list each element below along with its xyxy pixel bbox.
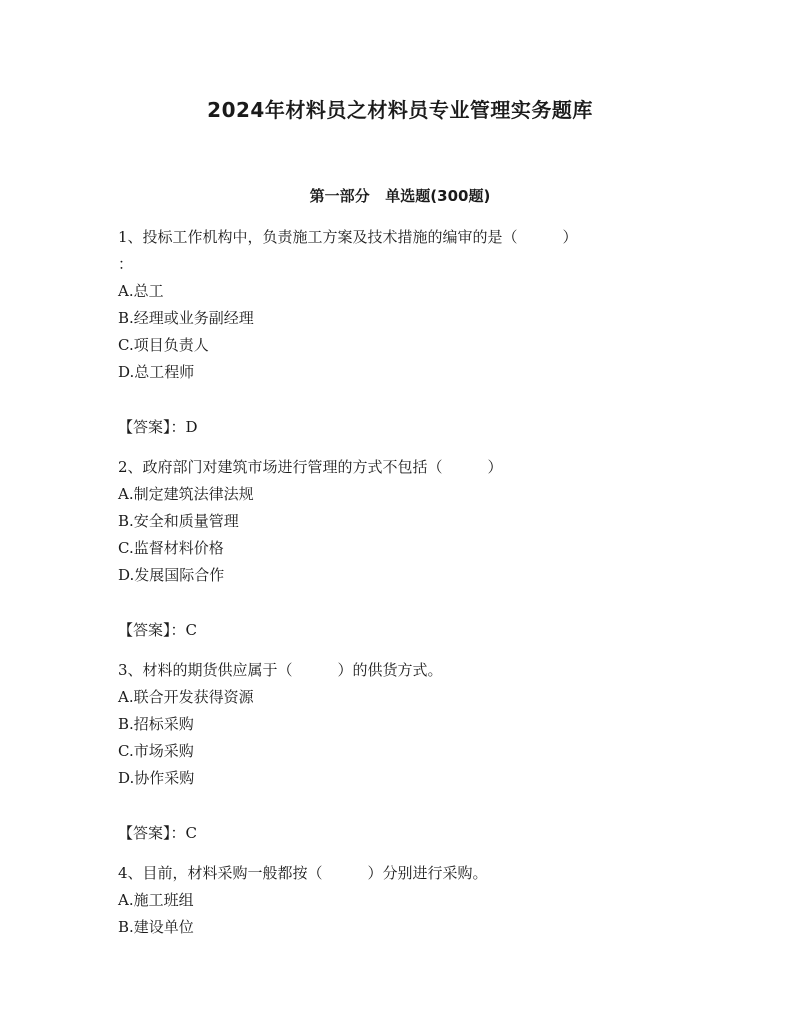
answer-value: D	[185, 418, 198, 436]
document-title: 2024年材料员之材料员专业管理实务题库	[207, 98, 593, 122]
question-3-option-c: C.市场采购	[118, 742, 194, 760]
answer-label: 【答案】：	[118, 621, 186, 639]
answer-value: C	[185, 621, 197, 639]
question-1-stem-continuation: ：	[118, 255, 134, 273]
answer-value: C	[185, 824, 197, 842]
answer-label: 【答案】：	[118, 824, 186, 842]
question-2-option-b: B.安全和质量管理	[118, 512, 239, 530]
section-title: 第一部分 单选题(300题)	[309, 187, 491, 205]
question-1-option-b: B.经理或业务副经理	[118, 309, 254, 327]
question-3-option-d: D.协作采购	[118, 769, 195, 787]
question-3-stem: 3、材料的期货供应属于（ ）的供货方式。	[118, 661, 443, 679]
question-1-option-d: D.总工程师	[118, 363, 195, 381]
question-2-option-c: C.监督材料价格	[118, 539, 224, 557]
question-1-option-a: A.总工	[118, 282, 164, 300]
question-3-answer	[118, 823, 197, 843]
question-3-option-a: A.联合开发获得资源	[118, 688, 254, 706]
question-3-option-b: B.招标采购	[118, 715, 194, 733]
answer-label: 【答案】：	[118, 418, 186, 436]
question-1-answer	[118, 417, 198, 437]
question-4-stem: 4、目前，材料采购一般都按（ ）分别进行采购。	[118, 864, 488, 882]
question-2-option-a: A.制定建筑法律法规	[118, 485, 254, 503]
question-1-option-c: C.项目负责人	[118, 336, 209, 354]
question-4-option-a: A.施工班组	[118, 891, 194, 909]
question-2-answer	[118, 620, 197, 640]
question-2-option-d: D.发展国际合作	[118, 566, 225, 584]
question-1-stem: 1、投标工作机构中，负责施工方案及技术措施的编审的是（ ）	[118, 228, 578, 246]
question-2-stem: 2、政府部门对建筑市场进行管理的方式不包括（ ）	[118, 458, 503, 476]
question-4-option-b: B.建设单位	[118, 918, 194, 936]
